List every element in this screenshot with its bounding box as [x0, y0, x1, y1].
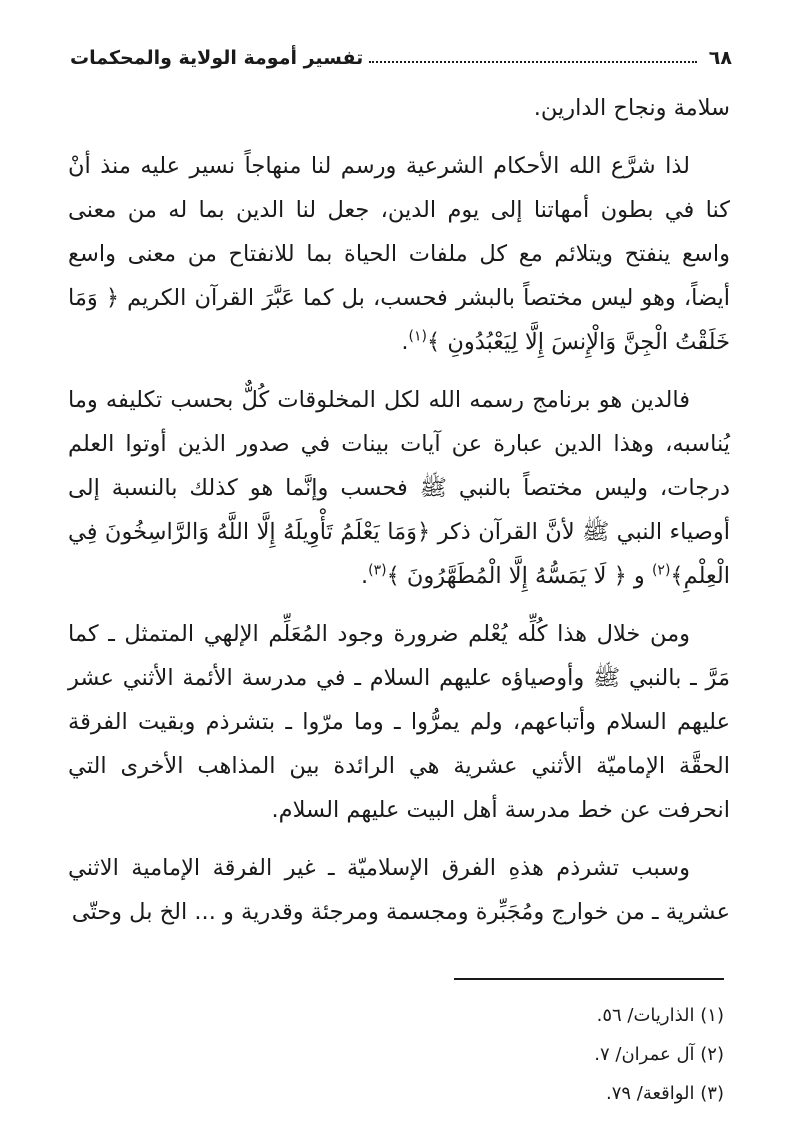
paragraph [68, 378, 730, 598]
footnote-ref[interactable]: (٢) [651, 562, 671, 579]
paragraph-text: ومن خلال هذا كُلِّه يُعْلم ضرورة وجود المُعَلِّم الإلهي المتمثل ـ كما مَرَّ ـ بالنبي ﷺ وأوصياؤه عليهم السلام ـ في مدرسة الأئمة الأثني عشر عليهم السلام وأتباعهم، ولم يمرُّوا ـ وما مرّوا ـ بتشرذم وبقيت الفرقة الحقَّة الإماميّة الأثني عشرية هي الرائدة بين المذاهب الأخرى التي انحرفت عن خط مدرسة أهل البيت عليهم السلام. [68, 621, 730, 823]
running-title: تفسير أمومة الولاية والمحكمات [70, 47, 364, 69]
footnote-separator [454, 978, 724, 980]
footnote: (٣) الواقعة/ ٧٩. [605, 1083, 724, 1104]
paragraph [68, 86, 730, 130]
quran-verse: ﴿وَمَا يَعْلَمُ تَأْوِيلَهُ إِلَّا اللَّهُ وَالرَّاسِخُونَ فِي الْعِلْمِ﴾ [68, 519, 730, 589]
paragraph-text: سلامة ونجاح الدارين. [533, 95, 730, 121]
paragraph-text: و [633, 563, 645, 589]
footnote: (٢) آل عمران/ ٧. [594, 1044, 724, 1065]
running-header [70, 38, 732, 78]
main-text [68, 86, 730, 948]
quran-verse: ﴿ وَمَا خَلَقْتُ الْجِنَّ وَالْإِنسَ إِلَّا لِيَعْبُدُونِ ﴾ [68, 285, 730, 355]
paragraph-tail: . [360, 563, 369, 589]
footnote-ref[interactable]: (١) [408, 328, 427, 345]
footnote-ref[interactable]: (٣) [368, 562, 387, 579]
footnotes [200, 996, 724, 1113]
page-number: ٦٨ [708, 47, 732, 69]
header-dot-leader [369, 61, 696, 63]
paragraph [68, 612, 730, 832]
paragraph [68, 846, 730, 934]
paragraph-text: لذا شرَّع الله الأحكام الشرعية ورسم لنا منهاجاً نسير عليه منذ أنْ كنا في بطون أمهاتنا إلى يوم الدين، جعل لنا الدين بما له من معنى واسع ينفتح ويتلائم مع كل ملفات الحياة بما للانفتاح من معنى واسع أيضاً، وهو ليس مختصاً بالبشر فحسب، بل كما عَبَّرَ القرآن الكريم [68, 153, 731, 311]
footnote: (١) الذاريات/ ٥٦. [596, 1005, 724, 1026]
quran-verse: ﴿ لَا يَمَسُّهُ إِلَّا الْمُطَهَّرُونَ ﴾ [386, 563, 627, 589]
paragraph-text: وسبب تشرذم هذهِ الفرق الإسلاميّة ـ غير الفرقة الإمامية الاثني عشرية ـ من خوارج ومُجَبِّرة ومجسمة ومرجئة وقدرية و ... الخ بل وحتّى [68, 855, 730, 925]
paragraph [68, 144, 730, 364]
paragraph-tail: . [401, 329, 409, 355]
paragraph-text: فالدين هو برنامج رسمه الله لكل المخلوقات كُلٌّ بحسب تكليفه وما يُناسبه، وهذا الدين عبارة عن آيات بينات في صدور الذين أوتوا العلم درجات، وليس مختصاً بالنبي ﷺ فحسب وإنَّما هو كذلك بالنسبة إلى أوصياء النبي ﷺ لأنَّ القرآن ذكر [68, 387, 730, 545]
